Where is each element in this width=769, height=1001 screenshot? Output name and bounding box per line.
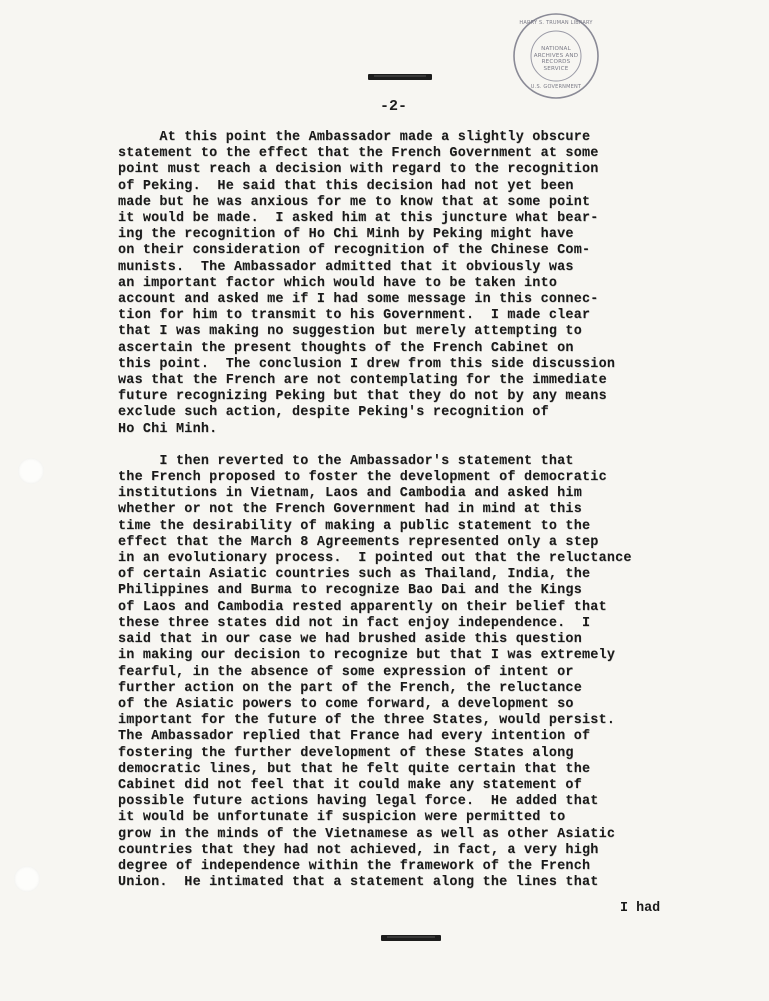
- text-line: point must reach a decision with regard to the recognition: [118, 162, 599, 178]
- text-line: Cabinet did not feel that it could make any statement of: [118, 777, 582, 793]
- text-line: tion for him to transmit to his Government. I made clear: [118, 308, 591, 324]
- page-number: -2-: [380, 98, 408, 115]
- text-line: important for the future of the three States, would persist.: [118, 713, 616, 729]
- text-line: I then reverted to the Ambassador's statement that: [118, 453, 574, 469]
- text-line: was that the French are not contemplating for the immediate: [118, 373, 607, 389]
- text-line: munists. The Ambassador admitted that it obviously was: [118, 259, 574, 275]
- text-line: whether or not the French Government had in mind at this: [118, 502, 582, 518]
- stamp-line: U.S. GOVERNMENT: [530, 84, 582, 90]
- text-line: effect that the March 8 Agreements represented only a step: [118, 534, 599, 550]
- text-line: this point. The conclusion I drew from this side discussion: [118, 356, 616, 372]
- text-line: account and asked me if I had some message in this connec-: [118, 292, 599, 308]
- text-line: time the desirability of making a public statement to the: [118, 518, 591, 534]
- text-line: exclude such action, despite Peking's recognition of: [118, 405, 549, 421]
- text-line: democratic lines, but that he felt quite certain that the: [118, 761, 591, 777]
- stamp-line: ARCHIVES AND: [533, 52, 579, 59]
- text-line: in an evolutionary process. I pointed out that the reluctance: [118, 551, 632, 567]
- text-line: of Peking. He said that this decision had not yet been: [118, 178, 574, 194]
- paragraph: [118, 454, 718, 891]
- classification-redaction-bottom: [381, 935, 441, 941]
- text-line: it would be made. I asked him at this juncture what bear-: [118, 211, 599, 227]
- text-line: Philippines and Burma to recognize Bao Dai and the Kings: [118, 583, 582, 599]
- text-line: institutions in Vietnam, Laos and Cambodia and asked him: [118, 486, 582, 502]
- paragraph-gap: [118, 438, 718, 454]
- text-line: fearful, in the absence of some expression of intent or: [118, 664, 574, 680]
- text-line: Ho Chi Minh.: [118, 421, 218, 437]
- text-line: in making our decision to recognize but that I was extremely: [118, 648, 616, 664]
- stamp-line: NATIONAL: [541, 46, 571, 52]
- text-line: of Laos and Cambodia rested apparently on their belief that: [118, 599, 607, 615]
- archive-stamp: [512, 12, 600, 100]
- text-line: statement to the effect that the French Government at some: [118, 146, 599, 162]
- text-line: on their consideration of recognition of the Chinese Com-: [118, 243, 591, 259]
- stamp-line: SERVICE: [543, 65, 569, 72]
- classification-redaction-top: [368, 74, 432, 80]
- stamp-line: HARRY S. TRUMAN LIBRARY: [519, 20, 593, 26]
- text-line: it would be unfortunate if suspicion were permitted to: [118, 810, 566, 826]
- stamp-line: RECORDS: [541, 59, 571, 65]
- text-line: of the Asiatic powers to come forward, a development so: [118, 696, 574, 712]
- punch-hole: [14, 866, 40, 892]
- text-line: future recognizing Peking but that they do not by any means: [118, 389, 607, 405]
- text-line: these three states did not in fact enjoy independence. I: [118, 615, 591, 631]
- text-line: an important factor which would have to be taken into: [118, 275, 558, 291]
- text-line: ing the recognition of Ho Chi Minh by Peking might have: [118, 227, 574, 243]
- text-line: made but he was anxious for me to know that at some point: [118, 194, 591, 210]
- text-line: At this point the Ambassador made a slightly obscure: [118, 130, 591, 145]
- text-line: fostering the further development of these States along: [118, 745, 574, 761]
- text-line: ascertain the present thoughts of the French Cabinet on: [118, 340, 574, 356]
- continuation-catchword: I had: [620, 901, 661, 916]
- text-line: said that in our case we had brushed aside this question: [118, 632, 582, 648]
- letter-body: [118, 130, 718, 891]
- paragraph: [118, 130, 718, 438]
- text-line: grow in the minds of the Vietnamese as well as other Asiatic: [118, 826, 616, 842]
- text-line: the French proposed to foster the development of democratic: [118, 470, 607, 486]
- stamp-text: [512, 20, 600, 90]
- text-line: countries that they had not achieved, in fact, a very high: [118, 842, 599, 858]
- text-line: of certain Asiatic countries such as Thailand, India, the: [118, 567, 591, 583]
- text-line: degree of independence within the framework of the French: [118, 858, 591, 874]
- text-line: further action on the part of the French, the reluctance: [118, 680, 582, 696]
- text-line: Union. He intimated that a statement along the lines that: [118, 875, 599, 891]
- punch-hole: [18, 458, 44, 484]
- text-line: possible future actions having legal force. He added that: [118, 794, 599, 810]
- text-line: The Ambassador replied that France had every intention of: [118, 729, 591, 745]
- text-line: that I was making no suggestion but merely attempting to: [118, 324, 582, 340]
